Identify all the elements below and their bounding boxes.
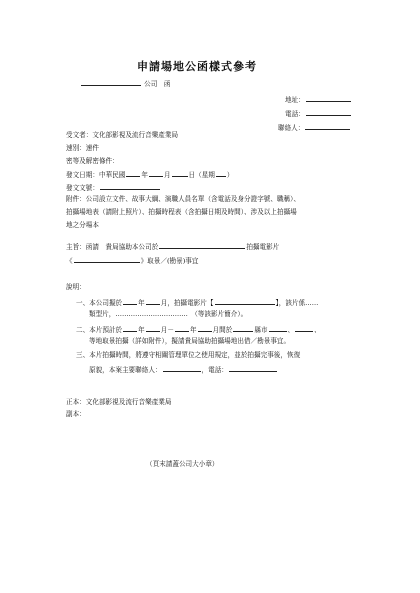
item-2-month1-label: 月－ [160, 326, 174, 334]
date-weekday-blank [216, 169, 226, 177]
doc-no-line [66, 182, 161, 193]
date-month-blank [149, 169, 163, 177]
sender-info [278, 94, 352, 136]
copy-recipient: 副本： [66, 410, 86, 418]
date-label: 發文日期：中華民國 [66, 171, 126, 179]
item-1-prefix: 一、本公司擬於 [76, 299, 123, 307]
item-2-line-1 [76, 324, 321, 335]
address-label: 地址： [285, 96, 305, 104]
item-1-suffix: 】，該片係…… [275, 299, 319, 307]
attachment-line-3: 地之分場本 [66, 221, 99, 229]
date-day-label: 日（星期 [188, 171, 215, 179]
company-name-blank [81, 78, 141, 86]
contact-label: 聯絡人： [278, 124, 305, 132]
stamp-note: （頁末請蓋公司大小章） [146, 460, 219, 468]
item-1-film-title-blank [215, 297, 275, 305]
item-2-sep1: 、 [287, 326, 295, 334]
item-2-month1-blank [146, 324, 160, 332]
secrecy-line: 密等及解密條件： [66, 157, 119, 165]
recipient-line: 受文者：文化部影視及流行音樂產業局 [66, 131, 179, 139]
phone-label: 電話： [285, 110, 305, 118]
item-3-phone-blank [229, 364, 277, 372]
subject-prefix: 主旨：函請 貴局協助本公司於 [66, 243, 159, 251]
subject-film-title-blank [74, 255, 140, 263]
item-2-period-label: 月間於 [212, 326, 233, 334]
contact-blank [305, 122, 350, 130]
doc-no-label: 發文文號： [66, 184, 99, 192]
item-3-line-1: 三、本片拍攝時間，將遵守相關管理單位之使用規定，並於拍攝完事後，恢復 [76, 351, 301, 359]
date-year-blank [126, 169, 140, 177]
item-2-county-blank [233, 324, 253, 332]
item-2-place2-blank [295, 324, 313, 332]
subject-film-label: 拍攝電影片 [246, 243, 280, 251]
address-blank [306, 94, 351, 102]
attachment-line-2: 拍攝場地表（請附上照片）、拍攝時程表（含拍攝日期及時間）、涉及以上拍攝場 [66, 208, 297, 216]
item-3-phone-label: ，電話： [201, 366, 228, 374]
address-row [278, 94, 352, 108]
item-2-place1-blank [269, 324, 287, 332]
item-2-year1-blank [123, 324, 137, 332]
item-2-prefix: 二、本片預計於 [76, 326, 123, 334]
date-year-label: 年 [141, 171, 148, 179]
subject-line-2 [66, 255, 199, 266]
company-label: 公司 函 [144, 80, 171, 88]
date-line [66, 169, 234, 180]
date-month-label: 月 [163, 171, 171, 179]
item-1-year-blank [123, 297, 137, 305]
item-2-line-2: 等地取景拍攝（詳如附件），擬請貴局協助拍攝場地出借／勘景事宜。 [89, 337, 291, 345]
item-1-year-label: 年 [138, 299, 145, 307]
subject-bracket-open: 《 [66, 257, 73, 265]
item-3-contact-blank [163, 364, 201, 372]
date-close: ） [226, 171, 234, 179]
subject-suffix: 》取景／(勘景)事宜 [140, 257, 199, 265]
subject-location-blank [159, 241, 245, 249]
item-3-contact-label: 原貌，本案主要聯絡人： [89, 366, 162, 374]
item-1-film-label: 月，拍攝電影片【 [160, 299, 214, 307]
item-2-month2-blank [198, 324, 212, 332]
attachment-line-1: 附件：公司設立文件、故事大綱、演職人員名單（含電話及身分證字號、職稱）、 [66, 195, 301, 203]
phone-blank [306, 108, 351, 116]
phone-row [278, 108, 352, 122]
item-1-line-2: 類型片，…………………………… （等該影片簡介）。 [89, 310, 248, 318]
item-2-year2-blank [175, 324, 189, 332]
speed-line: 速別：速件 [66, 144, 99, 152]
date-day-blank [172, 169, 188, 177]
contact-row [278, 122, 352, 136]
item-1-line-1 [76, 297, 318, 308]
original-recipient: 正本：文化部影視及流行音樂產業局 [66, 398, 172, 406]
item-2-sep2: 、 [314, 326, 321, 334]
doc-no-blank [100, 182, 160, 190]
subject-line-1 [66, 241, 279, 252]
item-2-year2-label: 年 [189, 326, 197, 334]
item-2-county-label: 縣市 [254, 326, 268, 334]
item-1-month-blank [146, 297, 160, 305]
item-3-line-2 [89, 364, 278, 375]
item-2-year1-label: 年 [138, 326, 145, 334]
document-title: 申請場地公函樣式參考 [137, 60, 257, 73]
company-line [80, 78, 170, 89]
description-label: 說明： [66, 283, 86, 291]
